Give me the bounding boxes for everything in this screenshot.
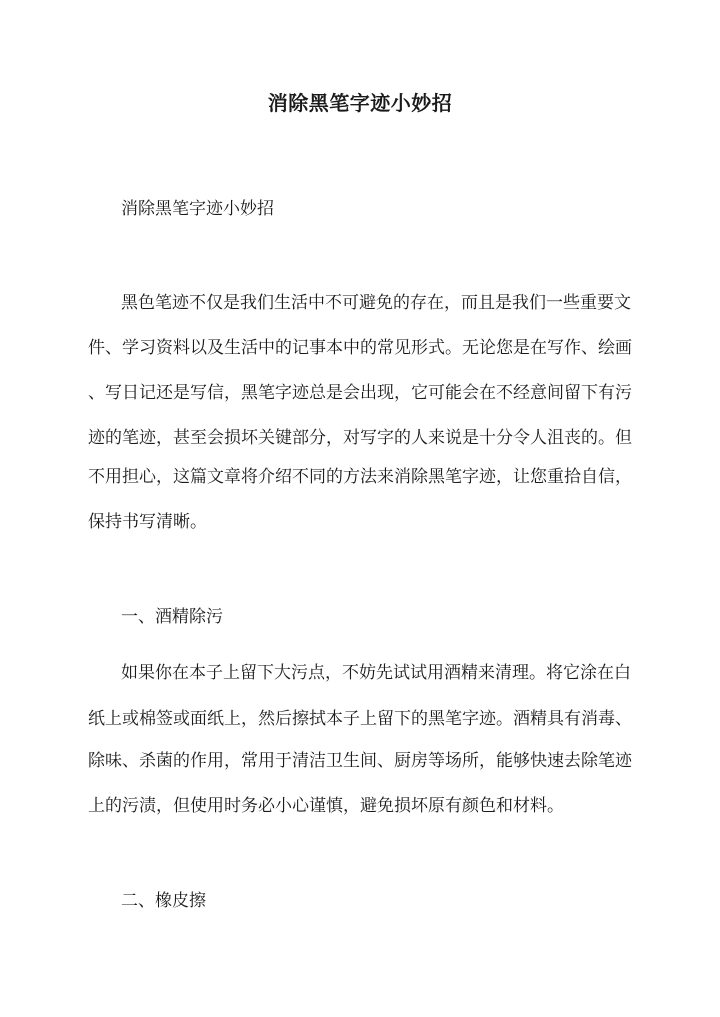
document-title: 消除黑笔字迹小妙招 — [267, 91, 453, 115]
intro-line: 、写日记还是写信，黑笔字迹总是会出现，它可能会在不经意间留下有污 — [88, 383, 632, 403]
section-line: 纸上或棉签或面纸上，然后擦拭本子上留下的黑笔字迹。酒精具有消毒、 — [88, 709, 632, 729]
intro-line: 保持书写清晰。 — [88, 512, 207, 532]
intro-line: 不用担心，这篇文章将介绍不同的方法来消除黑笔字迹，让您重拾自信， — [88, 467, 632, 487]
section-heading-eraser: 二、橡皮擦 — [121, 891, 206, 911]
section-line: 除味、杀菌的作用，常用于清洁卫生间、厨房等场所，能够快速去除笔迹 — [88, 751, 632, 771]
section-heading-alcohol: 一、酒精除污 — [121, 607, 223, 627]
intro-line: 迹的笔迹，甚至会损坏关键部分，对写字的人来说是十分令人沮丧的。但 — [88, 428, 632, 448]
section-line: 上的污渍，但使用时务必小心谨慎，避免损坏原有颜色和材料。 — [88, 796, 564, 816]
section-line: 如果你在本子上留下大污点，不妨先试试用酒精来清理。将它涂在白 — [121, 663, 631, 683]
document-subtitle: 消除黑笔字迹小妙招 — [121, 199, 274, 219]
intro-line: 黑色笔迹不仅是我们生活中不可避免的存在，而且是我们一些重要文 — [121, 293, 631, 313]
intro-line: 件、学习资料以及生活中的记事本中的常见形式。无论您是在写作、绘画 — [88, 338, 632, 358]
